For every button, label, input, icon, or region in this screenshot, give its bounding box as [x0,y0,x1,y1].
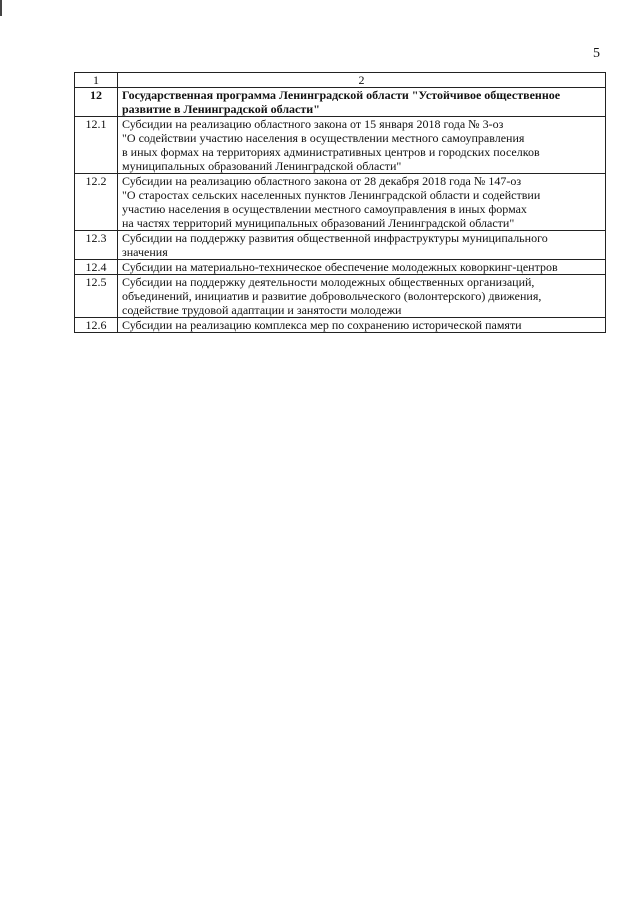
row-number: 12.2 [75,174,118,231]
table-row [75,117,606,174]
program-row [75,88,606,117]
table-header-row [75,73,606,88]
table-row [75,174,606,231]
row-number: 12.3 [75,231,118,260]
table-row [75,231,606,260]
table-row [75,275,606,318]
row-description [118,318,606,333]
table-row [75,260,606,275]
row-number: 12.1 [75,117,118,174]
text-line: Субсидии на материально-техническое обеспечение молодежных коворкинг-центров [122,260,558,274]
text-line: развитие в Ленинградской области" [122,102,320,116]
program-title [118,88,606,117]
text-line: значения [122,245,168,259]
row-description [118,275,606,318]
text-line: Субсидии на реализацию комплекса мер по сохранению исторической памяти [122,318,522,332]
text-line: "О содействии участию населения в осуществлении местного самоуправления [122,131,525,145]
column-number-2: 2 [118,73,606,88]
text-line: муниципальных образований Ленинградской области" [122,159,402,173]
row-number: 12.6 [75,318,118,333]
row-description [118,174,606,231]
row-description [118,117,606,174]
page-number: 5 [593,46,600,61]
row-number: 12.4 [75,260,118,275]
scan-edge-mark [0,0,2,16]
text-line: Субсидии на поддержку деятельности молодежных общественных организаций, [122,275,535,289]
text-line: в иных формах на территориях административных центров и городских поселков [122,145,540,159]
text-line: содействие трудовой адаптации и занятости молодежи [122,303,402,317]
text-line: участию населения в осуществлении местного самоуправления в иных формах [122,202,527,216]
row-number: 12 [75,88,118,117]
row-description [118,231,606,260]
text-line: на частях территорий муниципальных образований Ленинградской области" [122,216,515,230]
row-description [118,260,606,275]
text-line: Субсидии на реализацию областного закона от 15 января 2018 года № 3-оз [122,117,504,131]
table-row [75,318,606,333]
row-number: 12.5 [75,275,118,318]
text-line: "О старостах сельских населенных пунктов Ленинградской области и содействии [122,188,541,202]
text-line: Субсидии на поддержку развития общественной инфраструктуры муниципального [122,231,548,245]
text-line: Субсидии на реализацию областного закона от 28 декабря 2018 года № 147-оз [122,174,522,188]
subsidies-table [74,72,606,333]
text-line: Государственная программа Ленинградской области "Устойчивое общественное [122,88,561,102]
column-number-1: 1 [75,73,118,88]
text-line: объединений, инициатив и развитие добровольческого (волонтерского) движения, [122,289,542,303]
